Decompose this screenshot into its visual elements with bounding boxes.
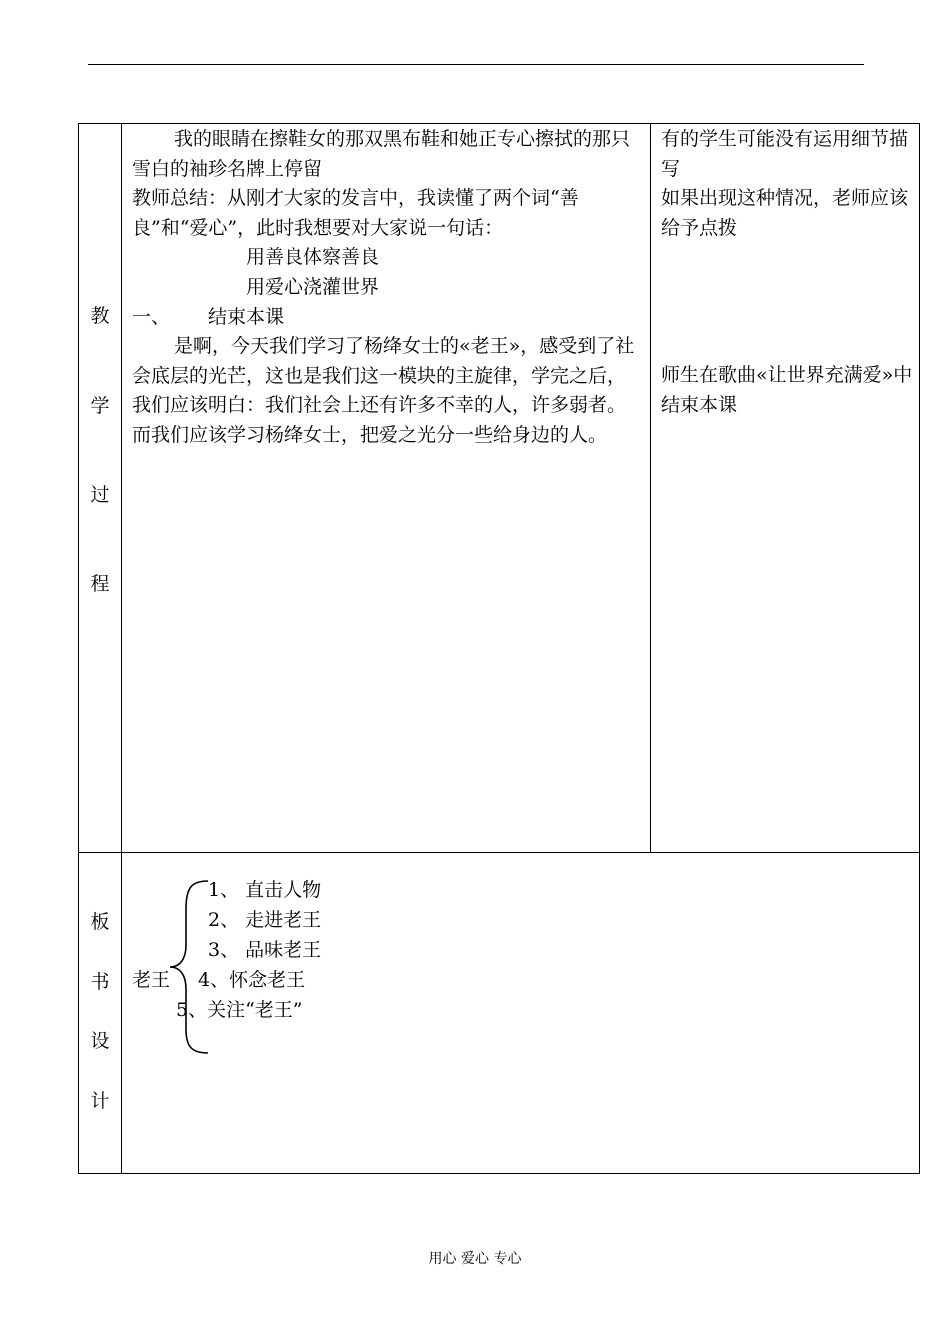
teaching-process-row <box>79 124 920 853</box>
motto-line: 用爱心浇灌世界 <box>246 275 380 298</box>
teaching-label-char: 程 <box>90 573 110 595</box>
section-title: 结束本课 <box>208 305 285 328</box>
closing-paragraph: 是啊，今天我们学习了杨绛女士的«老王»，感受到了社会底层的光芒，这也是我们这一模块的主旋律，学完之后，我们应该明白：我们社会上还有许多不幸的人，许多弱者。而我们应该学习杨绛女士，把爱之光分一些给身边的人。 <box>132 335 635 446</box>
section-number: 一、 <box>132 305 171 328</box>
board-design-row <box>79 853 920 1174</box>
motto-line: 用善良体察善良 <box>246 246 380 269</box>
teaching-notes-cell <box>651 124 920 853</box>
board-item: 5、关注“老王” <box>176 999 303 1021</box>
teaching-label-char: 教 <box>90 305 110 327</box>
note-text: 师生在歌曲«让世界充满爱»中结束本课 <box>661 364 913 416</box>
board-item: 3、 品味老王 <box>208 939 322 961</box>
teaching-label-char: 过 <box>90 484 110 506</box>
content-paragraph: 我的眼睛在擦鞋女的那双黑布鞋和她正专心擦拭的那只雪白的袖珍名牌上停留 <box>132 128 631 180</box>
board-label-char: 书 <box>90 971 110 993</box>
board-label-char: 板 <box>90 911 110 933</box>
curly-brace-icon <box>168 879 218 1055</box>
lesson-plan-table <box>78 123 920 1174</box>
board-center-title: 老王 <box>132 969 171 991</box>
board-item: 4、怀念老王 <box>198 969 306 991</box>
board-label-char: 计 <box>90 1090 110 1112</box>
note-text: 有的学生可能没有运用细节描写 <box>661 128 909 180</box>
teacher-summary: 教师总结：从刚才大家的发言中，我读懂了两个词“善良”和“爱心”，此时我想要对大家说一句话： <box>132 187 579 239</box>
header-rule <box>88 64 864 65</box>
teaching-process-content-cell <box>122 124 651 853</box>
board-item: 1、 直击人物 <box>208 879 322 901</box>
board-label-char: 设 <box>90 1030 110 1052</box>
teaching-label-char: 学 <box>90 395 110 417</box>
board-design-content-cell <box>122 853 920 1174</box>
section-heading <box>132 303 644 333</box>
page-footer: 用心 爱心 专心 <box>428 1251 522 1267</box>
note-text: 如果出现这种情况，老师应该给予点拨 <box>661 187 909 239</box>
board-design-label-cell <box>79 853 122 1174</box>
teaching-process-label-cell <box>79 124 122 853</box>
board-item: 2、 走进老王 <box>208 909 322 931</box>
